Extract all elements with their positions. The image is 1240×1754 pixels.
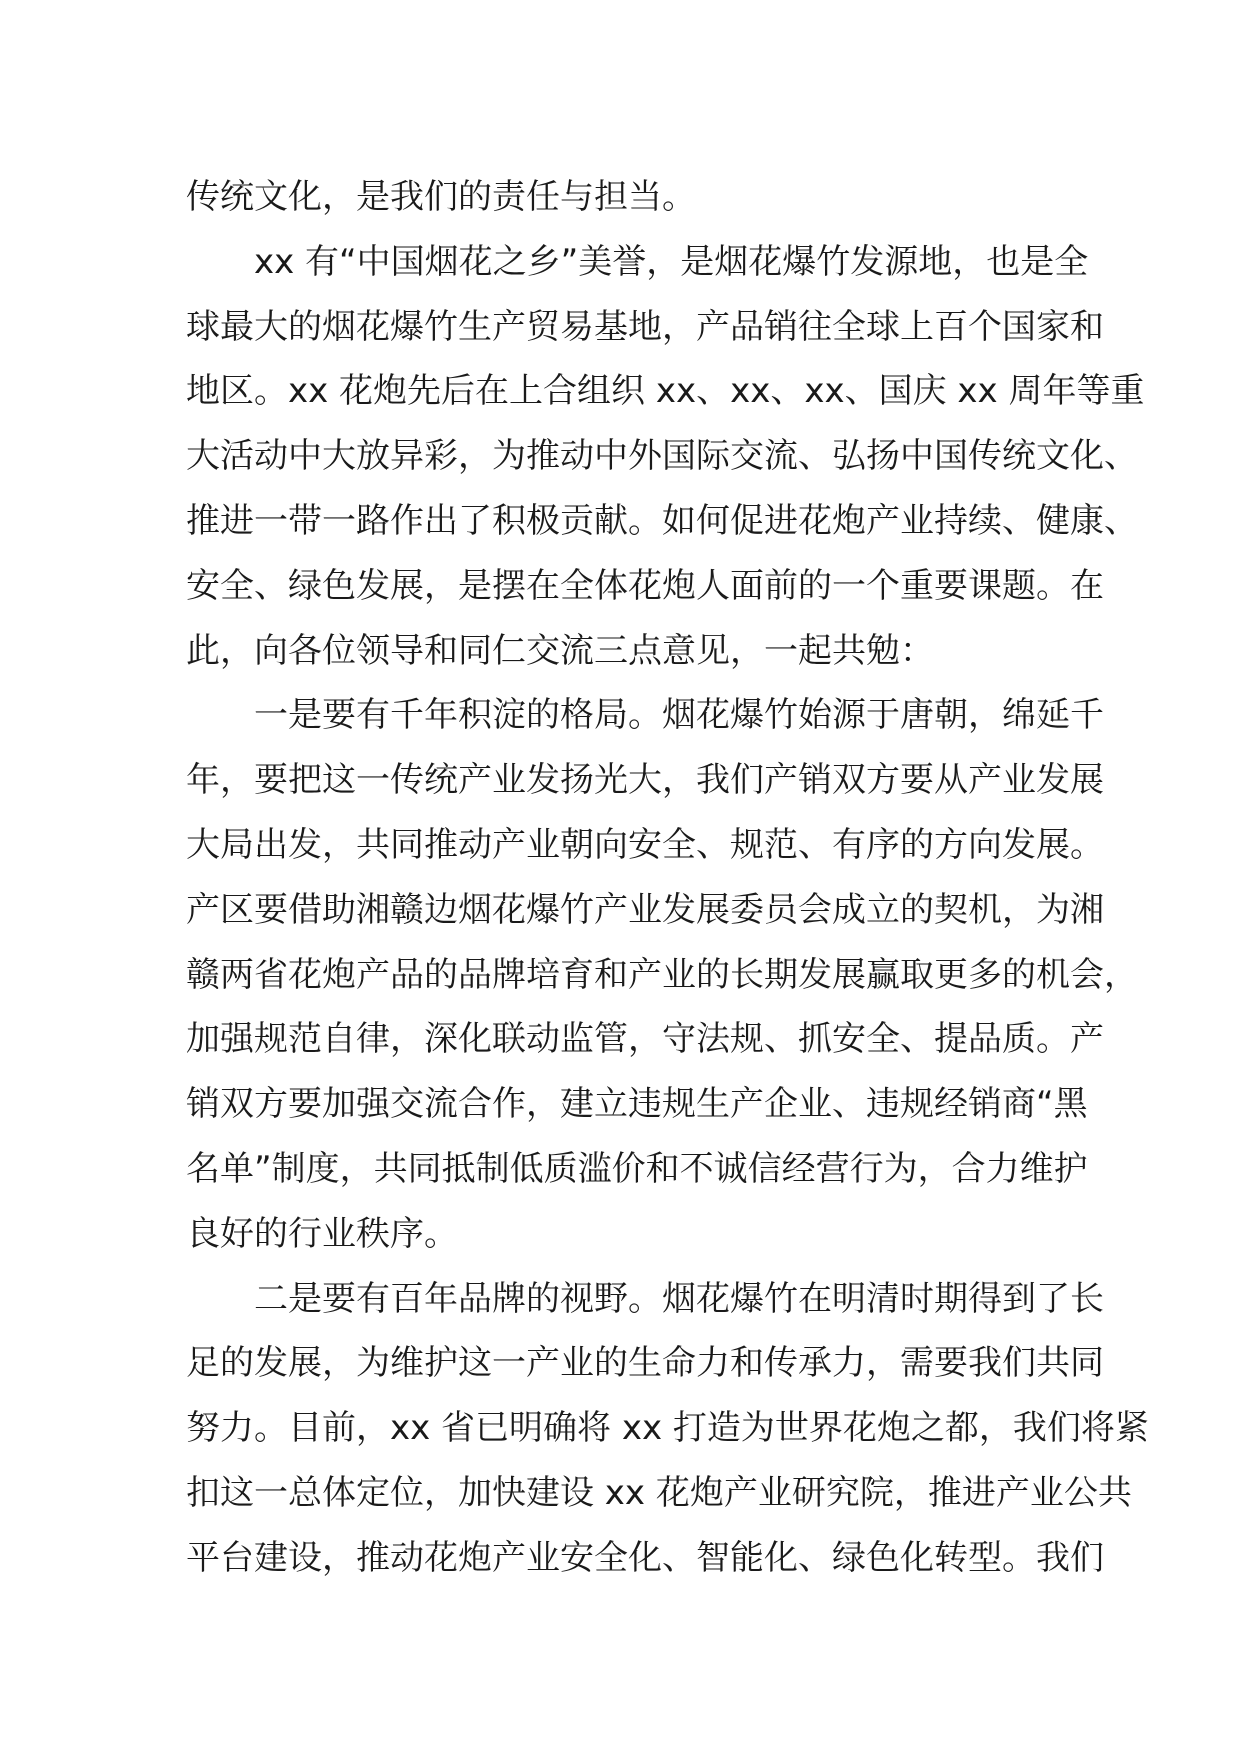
text-line: 产区要借助湘赣边烟花爆竹产业发展委员会成立的契机，为湘 xyxy=(186,889,1104,930)
text-line: 推进一带一路作出了积极贡献。如何促进花炮产业持续、健康、 xyxy=(186,500,1138,541)
text-line: 此，向各位领导和同仁交流三点意见，一起共勉： xyxy=(186,630,934,671)
text-line: 平台建设，推动花炮产业安全化、智能化、绿色化转型。我们 xyxy=(186,1537,1104,1578)
text-line: 大活动中大放异彩，为推动中外国际交流、弘扬中国传统文化、 xyxy=(186,436,1138,477)
text-line: 二是要有百年品牌的视野。烟花爆竹在明清时期得到了长 xyxy=(254,1278,1104,1319)
text-line: 大局出发，共同推动产业朝向安全、规范、有序的方向发展。 xyxy=(186,824,1104,865)
text-line: 足的发展，为维护这一产业的生命力和传承力，需要我们共同 xyxy=(186,1343,1104,1384)
text-line: 良好的行业秩序。 xyxy=(186,1213,458,1254)
text-line: 地区。xx 花炮先后在上合组织 xx、xx、xx、国庆 xx 周年等重 xyxy=(186,371,1145,412)
text-line: xx 有“中国烟花之乡”美誉，是烟花爆竹发源地，也是全 xyxy=(254,241,1089,282)
text-line: 努力。目前，xx 省已明确将 xx 打造为世界花炮之都，我们将紧 xyxy=(186,1408,1149,1449)
text-line: 加强规范自律，深化联动监管，守法规、抓安全、提品质。产 xyxy=(186,1019,1104,1060)
text-line: 球最大的烟花爆竹生产贸易基地，产品销往全球上百个国家和 xyxy=(186,306,1104,347)
text-line: 传统文化，是我们的责任与担当。 xyxy=(186,177,696,217)
document-body xyxy=(186,165,1149,1591)
text-line: 一是要有千年积淀的格局。烟花爆竹始源于唐朝，绵延千 xyxy=(254,695,1104,736)
text-line: 年，要把这一传统产业发扬光大，我们产销双方要从产业发展 xyxy=(186,760,1104,801)
text-line: 赣两省花炮产品的品牌培育和产业的长期发展赢取更多的机会， xyxy=(186,954,1138,995)
text-line: 安全、绿色发展，是摆在全体花炮人面前的一个重要课题。在 xyxy=(186,565,1104,606)
text-line: 销双方要加强交流合作，建立违规生产企业、违规经销商“黑 xyxy=(186,1084,1088,1125)
text-line: 扣这一总体定位，加快建设 xx 花炮产业研究院，推进产业公共 xyxy=(186,1472,1132,1513)
text-line: 名单”制度，共同抵制低质滥价和不诚信经营行为，合力维护 xyxy=(186,1148,1088,1189)
